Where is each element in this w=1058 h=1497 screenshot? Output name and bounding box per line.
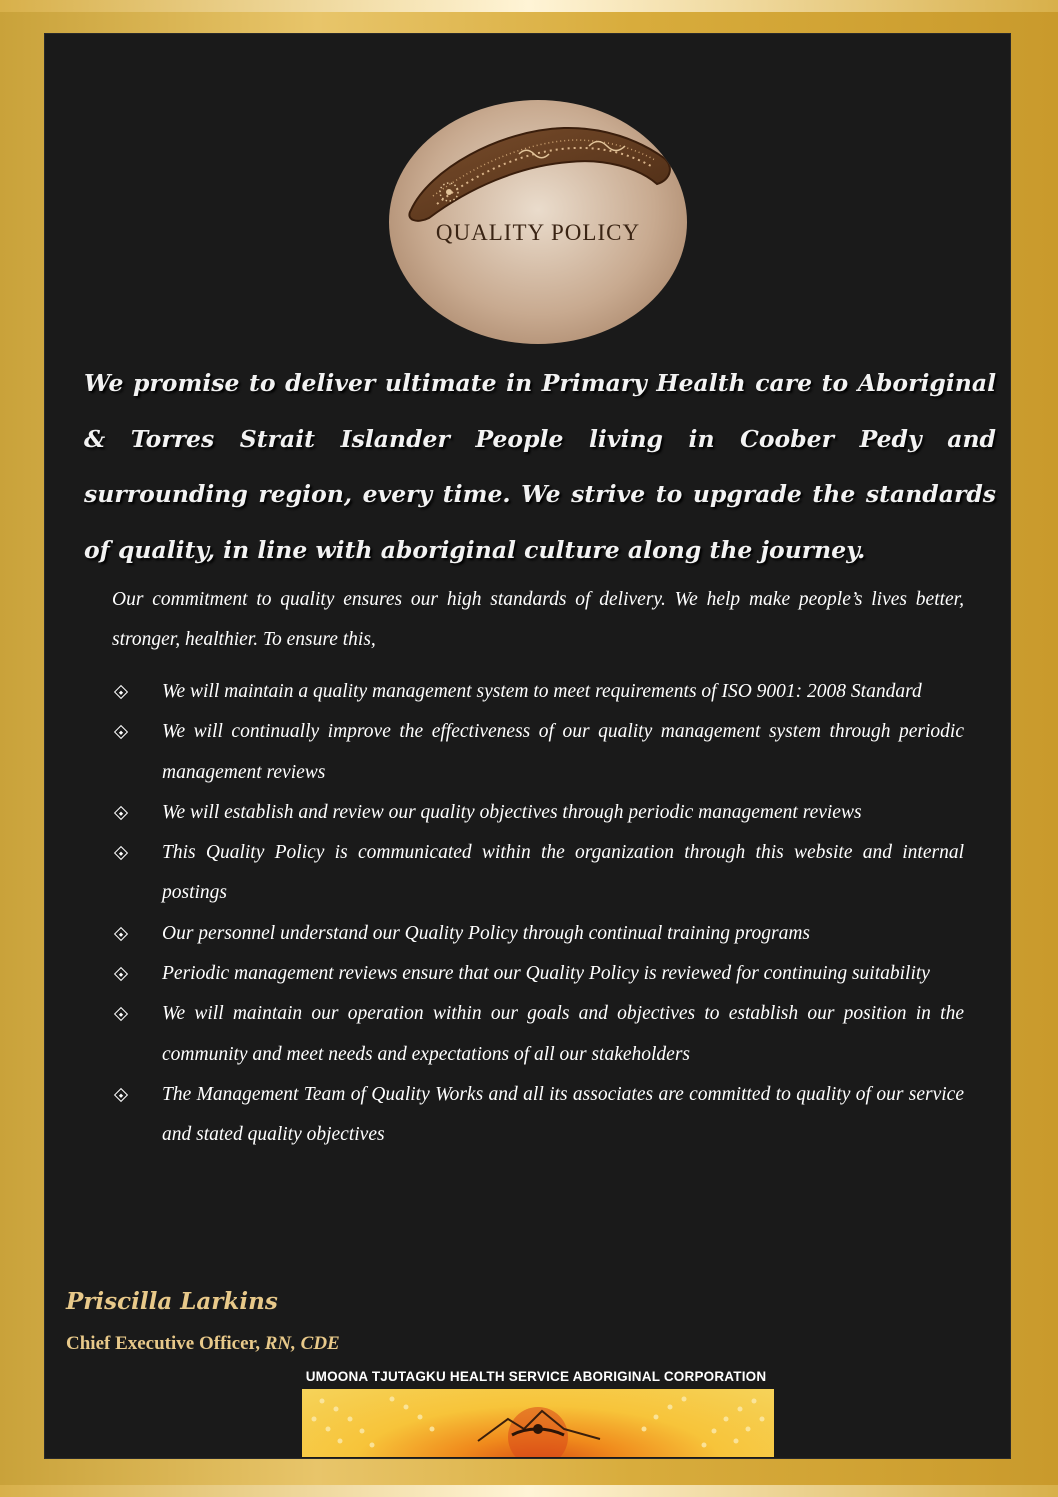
diamond-bullet-icon <box>114 967 128 981</box>
list-item <box>112 833 964 914</box>
policy-bullet-list <box>112 672 964 1156</box>
bullet-text: The Management Team of Quality Works and all its associates are committed to quality of our service and stated quality objectives <box>162 1083 964 1146</box>
diamond-bullet-icon <box>114 1088 128 1102</box>
diamond-bullet-icon <box>114 846 128 860</box>
bullet-text: Periodic management reviews ensure that our Quality Policy is reviewed for continuing suitability <box>162 963 930 985</box>
organization-name: UMOONA TJUTAGKU HEALTH SERVICE ABORIGINAL CORPORATION <box>305 1369 767 1384</box>
bottom-gold-strip <box>0 1485 1058 1497</box>
diamond-bullet-icon <box>114 1007 128 1021</box>
bullet-text: We will continually improve the effectiveness of our quality management system through periodic management reviews <box>162 721 964 783</box>
signatory-name: Priscilla Larkins <box>66 1288 278 1315</box>
list-item <box>112 672 964 712</box>
bullet-text: We will maintain a quality management system to meet requirements of ISO 9001: 2008 Standard <box>162 681 922 702</box>
diamond-bullet-icon <box>114 685 128 699</box>
list-item <box>112 994 964 1075</box>
diamond-bullet-icon <box>114 927 128 941</box>
list-item <box>112 954 964 994</box>
list-item <box>112 712 964 793</box>
dotpainting-logo-icon <box>302 1389 774 1457</box>
list-item <box>112 1075 964 1156</box>
diamond-bullet-icon <box>114 725 128 739</box>
bullet-text: We will establish and review our quality objectives through periodic management reviews <box>162 801 862 823</box>
signatory-title <box>66 1333 340 1355</box>
bullet-text: Our personnel understand our Quality Policy through continual training programs <box>162 922 810 944</box>
logo-artwork <box>302 1389 774 1457</box>
commitment-intro: Our commitment to quality ensures our high standards of delivery. We help make people’s lives better, stronger, healthier. To ensure this, <box>112 589 964 650</box>
emblem-title: QUALITY POLICY <box>435 220 641 245</box>
signatory-credentials: RN, CDE <box>264 1333 340 1354</box>
list-item <box>112 914 964 954</box>
bullet-text: We will maintain our operation within our goals and objectives to establish our position in the community and meet needs and expectations of all our stakeholders <box>162 1003 964 1065</box>
list-item <box>112 793 964 833</box>
diamond-bullet-icon <box>114 806 128 820</box>
bullet-text: This Quality Policy is communicated within the organization through this website and internal postings <box>162 842 964 904</box>
quality-policy-emblem <box>389 100 687 344</box>
top-gold-strip <box>0 0 1058 12</box>
promise-statement: We promise to deliver ultimate in Primary Health care to Aboriginal & Torres Strait Islander People living in Coober Pedy and surrounding region, every time. We strive to upgrade the standards of quality, in line with aboriginal culture along the journey. <box>84 369 996 564</box>
signatory-role: Chief Executive Officer, <box>66 1333 260 1354</box>
